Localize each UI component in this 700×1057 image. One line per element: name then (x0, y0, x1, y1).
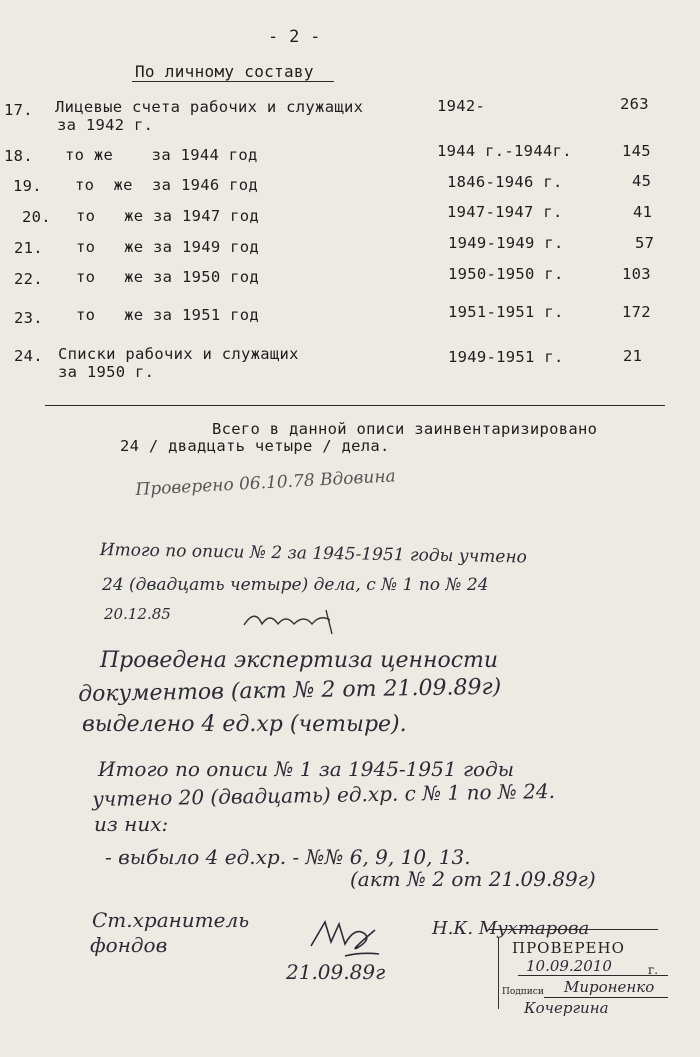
item-count: 263 (620, 95, 649, 113)
item-dates: 1846-1946 г. (447, 173, 563, 191)
item-dates: 1949-1951 г. (448, 348, 564, 366)
item-number: 23. (14, 309, 43, 327)
stamp-date-line (518, 975, 668, 976)
stamp-left-border (498, 937, 499, 1009)
item-title: то же за 1951 год (76, 306, 260, 324)
item-count: 57 (635, 234, 655, 252)
keeper-signature (305, 912, 385, 962)
item-dates: 1944 г.-1944г. (437, 142, 572, 160)
total-count: 24 / двадцать четыре / дела. (120, 437, 390, 455)
item-dates: 1949-1949 г. (448, 234, 564, 252)
item-title: Списки рабочих и служащих (58, 345, 299, 363)
stamp-signer-1: Мироненко (564, 978, 655, 996)
item-dates: 1942- (437, 97, 486, 115)
stamp-title: ПРОВЕРЕНО (512, 939, 625, 957)
item-number: 22. (14, 270, 43, 288)
section-title-underline (132, 81, 334, 82)
handwritten-note-3: - выбыло 4 ед.хр. - №№ 6, 9, 10, 13. (105, 845, 471, 869)
item-count: 21 (623, 347, 643, 365)
handwritten-note-3: Итого по описи № 1 за 1945-1951 годы (98, 757, 515, 781)
item-number: 18. (4, 147, 33, 165)
item-title: то же за 1950 год (76, 268, 260, 286)
handwritten-note-3: из них: (94, 812, 169, 836)
signature-1 (240, 600, 340, 640)
stamp-date: 10.09.2010 (526, 957, 612, 975)
item-dates: 1951-1951 г. (448, 303, 564, 321)
handwritten-note-3: (акт № 2 от 21.09.89г) (350, 867, 596, 891)
item-number: 21. (14, 239, 43, 257)
verification-stamp (498, 933, 670, 1021)
item-title-cont: за 1950 г. (58, 363, 155, 381)
item-title: то же за 1949 год (76, 238, 260, 256)
item-count: 45 (632, 172, 652, 190)
item-title: то же за 1947 год (76, 207, 260, 225)
handwritten-note-1: Итого по описи № 2 за 1945-1951 годы учтено (99, 540, 528, 568)
item-number: 24. (14, 347, 43, 365)
item-title: то же за 1944 год (65, 146, 258, 164)
strike-through (488, 929, 658, 930)
handwritten-note-2: документов (акт № 2 от 21.09.89г) (78, 674, 502, 707)
item-count: 172 (622, 303, 651, 321)
handwritten-note-2: выделено 4 ед.хр (четыре). (82, 712, 407, 737)
item-title-cont: за 1942 г. (57, 116, 154, 134)
item-dates: 1950-1950 г. (448, 265, 564, 283)
keeper-date: 21.09.89г (286, 960, 386, 984)
handwritten-note-1-date: 20.12.85 (104, 605, 171, 623)
stamp-year-suffix: г. (648, 963, 659, 977)
item-dates: 1947-1947 г. (447, 203, 563, 221)
item-title: то же за 1946 год (75, 176, 259, 194)
keeper-title: Ст.хранитель (92, 908, 250, 932)
section-title: По личному составу (135, 62, 314, 81)
keeper-title-cont: фондов (90, 933, 168, 957)
item-number: 17. (4, 101, 33, 119)
item-number: 19. (13, 177, 42, 195)
stamp-sign-label: Подписи (502, 987, 544, 997)
page-number: - 2 - (268, 27, 321, 47)
item-count: 41 (633, 203, 653, 221)
item-count: 145 (622, 142, 651, 160)
handwritten-note-3: учтено 20 (двадцать) ед.хр. с № 1 по № 24. (92, 778, 556, 811)
stamp-signer-2: Кочергина (524, 999, 609, 1017)
item-title: Лицевые счета рабочих и служащих (55, 98, 364, 116)
stamp-sign-line (544, 997, 668, 998)
item-count: 103 (622, 265, 651, 283)
total-statement: Всего в данной описи заинвентаризировано (212, 420, 598, 438)
item-number: 20. (22, 208, 51, 226)
separator-line (45, 405, 665, 406)
handwritten-checked: Проверено 06.10.78 Вдовина (135, 466, 397, 500)
keeper-name: Н.К. Мухтарова (432, 918, 590, 939)
handwritten-note-2: Проведена экспертиза ценности (100, 648, 499, 673)
handwritten-note-1: 24 (двадцать четыре) дела, с № 1 по № 24 (102, 575, 489, 595)
